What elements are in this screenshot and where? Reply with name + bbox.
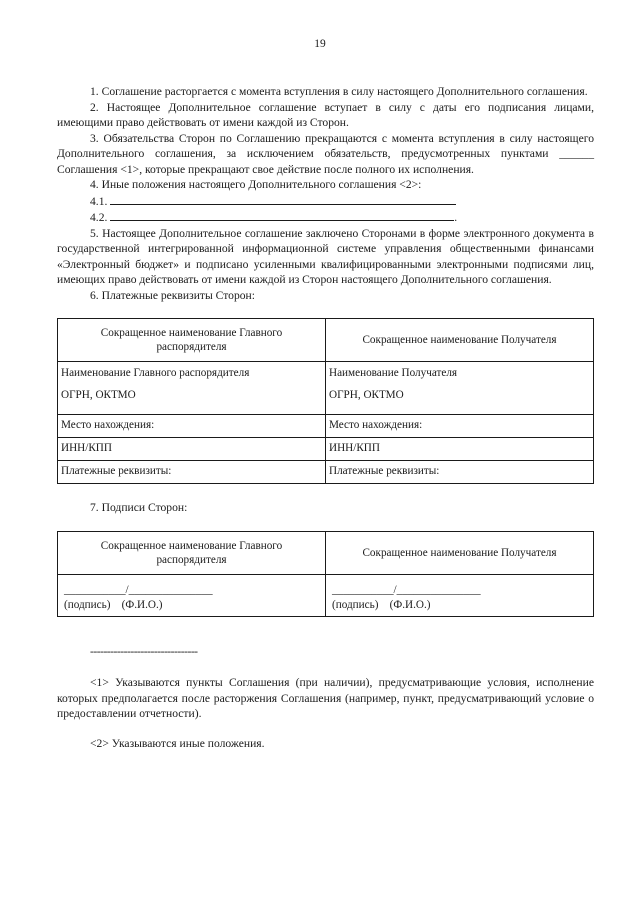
paragraph-7: 7. Подписи Сторон: bbox=[90, 501, 188, 514]
requisites-right-name-cell bbox=[326, 362, 594, 415]
signature-line-right: ___________/_______________ bbox=[332, 583, 481, 596]
page-number: 19 bbox=[314, 38, 326, 50]
signatures-row bbox=[58, 574, 594, 616]
signatures-header-row bbox=[58, 531, 594, 574]
document-body bbox=[57, 84, 594, 751]
item-4-2-blank bbox=[110, 209, 454, 221]
paragraph-5: 5. Настоящее Дополнительное соглашение заключено Сторонами в форме электронного документа в государственной интегрированной информационной системе управления общественными финансами «Электронный бюджет» и подписано усиленными квалифицированными электронными подписями лиц, имеющих право действовать от имени каждой из Сторон настоящего Дополнительного соглашения. bbox=[57, 226, 594, 286]
requisites-left-name-cell bbox=[58, 362, 326, 415]
signatures-header-left: Сокращенное наименование Главного распорядителя bbox=[58, 531, 326, 574]
left-inn: ИНН/КПП bbox=[58, 438, 326, 461]
paragraph-4: 4. Иные положения настоящего Дополнительного соглашения <2>: bbox=[90, 178, 422, 191]
right-location: Место нахождения: bbox=[326, 415, 594, 438]
left-ogrn: ОГРН, ОКТМО bbox=[61, 389, 136, 401]
signature-right-cell bbox=[326, 574, 594, 616]
paragraph-3: 3. Обязательства Сторон по Соглашению прекращаются с момента вступления в силу настоящего Дополнительного соглашения, за исключением обязательств, предусмотренных пунктами ______ Соглашения <1>, которые прекращают свое действие после полного их исполнения. bbox=[57, 131, 594, 176]
signatures-table bbox=[57, 531, 594, 617]
item-4-2-label: 4.2. bbox=[90, 211, 108, 224]
requisites-inn-row bbox=[58, 438, 594, 461]
footnote-separator: -------------------------------- bbox=[90, 644, 198, 658]
fio-label-left: (Ф.И.О.) bbox=[121, 598, 163, 611]
paragraph-1: 1. Соглашение расторгается с момента вступления в силу настоящего Дополнительного соглашения. bbox=[90, 85, 588, 98]
requisites-table bbox=[57, 318, 594, 484]
requisites-payment-row bbox=[58, 461, 594, 484]
item-4-1-blank bbox=[110, 193, 456, 205]
left-name: Наименование Главного распорядителя bbox=[61, 367, 250, 379]
requisites-location-row bbox=[58, 415, 594, 438]
requisites-header-row bbox=[58, 319, 594, 362]
footnote-2: <2> Указываются иные положения. bbox=[90, 736, 265, 750]
signatures-header-right: Сокращенное наименование Получателя bbox=[326, 531, 594, 574]
signature-caption-right bbox=[332, 598, 587, 612]
right-inn: ИНН/КПП bbox=[326, 438, 594, 461]
sign-label-left: (подпись) bbox=[64, 598, 111, 611]
signature-line-left: ___________/_______________ bbox=[64, 583, 213, 596]
right-ogrn: ОГРН, ОКТМО bbox=[329, 389, 404, 401]
right-name: Наименование Получателя bbox=[329, 367, 458, 379]
paragraph-2: 2. Настоящее Дополнительное соглашение вступает в силу с даты его подписания лицами, имеющими право действовать от имени каждой из Сторон. bbox=[57, 100, 594, 129]
right-payment: Платежные реквизиты: bbox=[326, 461, 594, 484]
requisites-header-left: Сокращенное наименование Главного распорядителя bbox=[58, 319, 326, 362]
signature-left-cell bbox=[58, 574, 326, 616]
paragraph-6: 6. Платежные реквизиты Сторон: bbox=[90, 288, 255, 302]
left-location: Место нахождения: bbox=[58, 415, 326, 438]
item-4-2: 4.2. . bbox=[90, 211, 458, 224]
item-4-1 bbox=[57, 193, 594, 210]
requisites-name-row bbox=[58, 362, 594, 415]
item-4-1-label: 4.1. bbox=[90, 194, 108, 208]
sign-label-right: (подпись) bbox=[332, 598, 379, 611]
requisites-header-right: Сокращенное наименование Получателя bbox=[326, 319, 594, 362]
left-payment: Платежные реквизиты: bbox=[58, 461, 326, 484]
footnote-1: <1> Указываются пункты Соглашения (при наличии), предусматривающие условия, исполнение которых предполагается после расторжения Соглашения (например, пункт, предусматривающий условие о предоставлении отчетности). bbox=[57, 676, 594, 720]
signature-caption-left bbox=[64, 598, 319, 612]
fio-label-right: (Ф.И.О.) bbox=[389, 598, 431, 611]
